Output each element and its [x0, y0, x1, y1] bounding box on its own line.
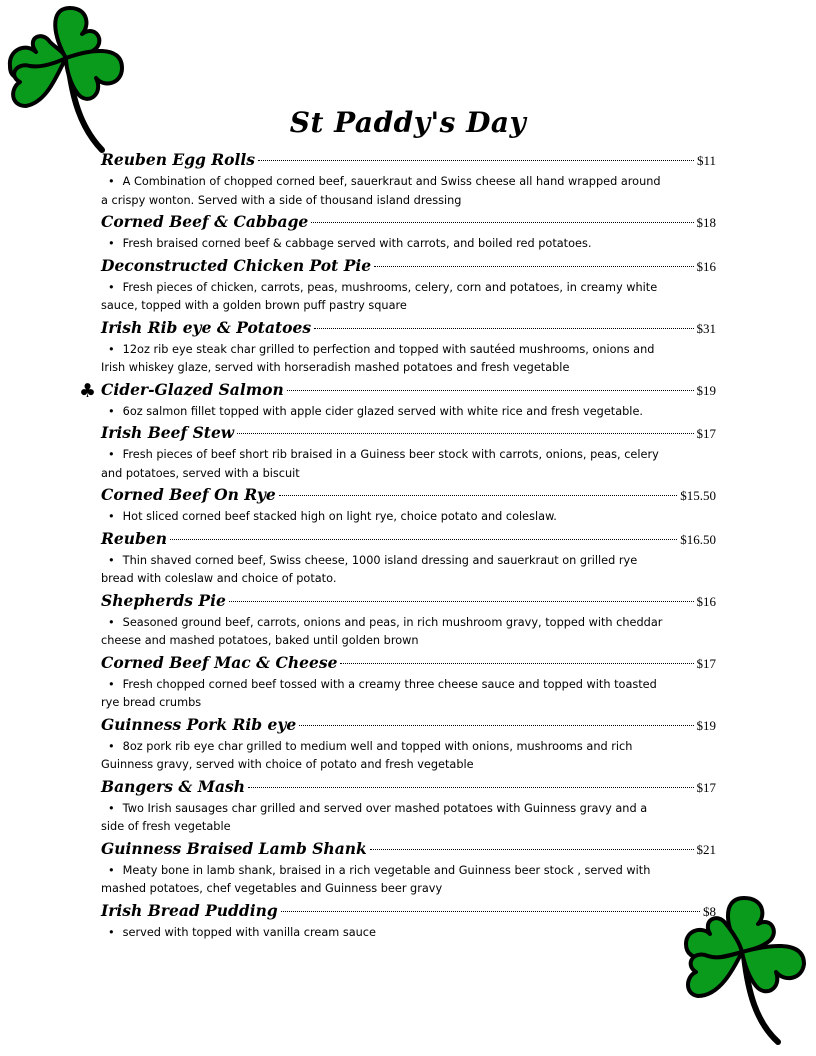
bullet-icon: • — [108, 553, 115, 567]
menu-list — [79, 150, 716, 944]
menu-item-name: Irish Bread Pudding — [101, 900, 278, 920]
menu-item-header — [101, 839, 716, 861]
dot-leader — [248, 787, 694, 788]
menu-item-name: Guinness Braised Lamb Shank — [101, 838, 367, 858]
menu-item-name: Guinness Pork Rib eye — [101, 714, 297, 734]
dot-leader — [237, 433, 693, 434]
menu-item-header — [101, 777, 716, 799]
menu-item — [101, 423, 716, 483]
menu-item-name: Reuben Egg Rolls — [101, 150, 255, 169]
bullet-icon: • — [108, 175, 115, 188]
bullet-icon: • — [108, 677, 115, 691]
bullet-icon: • — [108, 739, 115, 753]
menu-item-description-text: Hot sliced corned beef stacked high on light rye, choice potato and coleslaw. — [122, 510, 557, 523]
menu-item-description — [101, 445, 671, 483]
menu-item-name: Deconstructed Chicken Pot Pie — [101, 255, 372, 275]
menu-item-header — [101, 901, 716, 923]
menu-item-price: $19 — [696, 717, 716, 733]
menu-item — [101, 591, 716, 651]
menu-item-header — [101, 715, 716, 737]
dot-leader — [311, 222, 693, 223]
menu-item-price: $19 — [696, 382, 716, 398]
menu-item-header — [101, 150, 716, 172]
dot-leader — [279, 495, 678, 496]
bullet-icon: • — [108, 615, 115, 629]
menu-item-description — [101, 278, 671, 316]
dot-leader — [229, 601, 694, 602]
page-title: St Paddy's Day — [289, 106, 527, 139]
club-icon: ♣ — [79, 379, 97, 402]
menu-item-description — [101, 923, 671, 943]
menu-item-price: $16 — [696, 258, 716, 274]
menu-item-description-text: Seasoned ground beef, carrots, onions and peas, in rich mushroom gravy, topped with cheddar cheese and mashed potatoes, baked until golden brown — [101, 615, 663, 647]
menu-item-header — [101, 529, 716, 551]
bullet-icon: • — [108, 801, 115, 815]
menu-item-description — [101, 799, 671, 837]
menu-item — [101, 256, 716, 316]
menu-item-header — [101, 485, 716, 507]
bullet-icon: • — [108, 280, 115, 294]
menu-item-description — [101, 675, 671, 713]
menu-item-name: Corned Beef & Cabbage — [101, 212, 309, 231]
menu-item-price: $16 — [696, 593, 716, 609]
menu-item-price: $17 — [696, 779, 716, 795]
dot-leader — [370, 849, 694, 850]
menu-item-description-text: Thin shaved corned beef, Swiss cheese, 1000 island dressing and sauerkraut on grilled rye bread with coleslaw and choice of potato. — [101, 553, 638, 585]
menu-item — [101, 529, 716, 589]
menu-item-header — [101, 653, 716, 675]
menu-item-price: $21 — [696, 841, 716, 857]
menu-item-price: $17 — [696, 655, 716, 671]
menu-item-name: Corned Beef On Rye — [101, 485, 276, 504]
menu-item-description — [101, 340, 671, 378]
menu-item — [101, 653, 716, 713]
menu-item-price: $31 — [696, 320, 716, 336]
bullet-icon: • — [108, 448, 115, 461]
menu-item-price: $11 — [696, 153, 716, 168]
dot-leader — [314, 328, 693, 329]
bullet-icon: • — [108, 863, 115, 877]
menu-item-description-text: 8oz pork rib eye char grilled to medium well and topped with onions, mushrooms and rich Guinness gravy, served with choice of potato and fresh vegetable — [101, 739, 633, 771]
bullet-icon: • — [108, 925, 115, 939]
menu-item — [101, 485, 716, 527]
menu-item-description-text: 12oz rib eye steak char grilled to perfection and topped with sautéed mushrooms, onions and Irish whiskey glaze, served with horseradish mashed potatoes and fresh vegetable — [101, 342, 655, 374]
dot-leader — [299, 725, 693, 726]
menu-item-price: $16.50 — [680, 531, 716, 547]
menu-item-price: $17 — [696, 426, 716, 441]
menu-item-description — [101, 507, 671, 527]
menu-item — [101, 901, 716, 943]
bullet-icon: • — [108, 510, 115, 523]
bullet-icon: • — [108, 342, 115, 356]
menu-item — [101, 318, 716, 378]
menu-item-name: Corned Beef Mac & Cheese — [101, 652, 338, 672]
menu-item — [101, 150, 716, 210]
menu-item-name: Irish Beef Stew — [101, 423, 235, 442]
menu-item-description — [101, 172, 671, 210]
menu-item-description-text: 6oz salmon fillet topped with apple cider glazed served with white rice and fresh vegetable. — [122, 404, 643, 418]
menu-item-name: Irish Rib eye & Potatoes — [101, 317, 312, 337]
menu-item-description — [101, 861, 671, 899]
menu-item-description-text: Meaty bone in lamb shank, braised in a rich vegetable and Guinness beer stock , served with mashed potatoes, chef vegetables and Guinness beer gravy — [101, 863, 651, 895]
menu-item-name: Bangers & Mash — [101, 776, 245, 796]
menu-item-header — [101, 256, 716, 278]
bullet-icon: • — [108, 237, 115, 250]
menu-item-description-text: Fresh pieces of beef short rib braised in a Guiness beer stock with carrots, onions, peas, celery and potatoes, served with a biscuit — [101, 448, 659, 480]
menu-item-description — [101, 402, 671, 422]
menu-item — [101, 212, 716, 254]
dot-leader — [170, 539, 677, 540]
menu-item-header — [101, 318, 716, 340]
menu-item — [101, 777, 716, 837]
dot-leader — [287, 390, 694, 391]
menu-item-price: $18 — [696, 215, 716, 230]
menu-item-description — [101, 737, 671, 775]
dot-leader — [281, 911, 700, 912]
menu-item-description-text: Fresh chopped corned beef tossed with a creamy three cheese sauce and topped with toasted rye bread crumbs — [101, 677, 657, 709]
menu-item-description-text: Two Irish sausages char grilled and served over mashed potatoes with Guinness gravy and a side of fresh vegetable — [101, 801, 648, 833]
menu-item-description — [101, 551, 671, 589]
menu-item-description-text: Fresh braised corned beef & cabbage served with carrots, and boiled red potatoes. — [122, 237, 592, 250]
menu-item-header — [101, 423, 716, 445]
menu-item — [79, 379, 716, 422]
menu-item-description-text: A Combination of chopped corned beef, sauerkraut and Swiss cheese all hand wrapped around a crispy wonton. Served with a side of thousand island dressing — [101, 175, 661, 207]
menu-item-description-text: Fresh pieces of chicken, carrots, peas, mushrooms, celery, corn and potatoes, in creamy white sauce, topped with a golden brown puff pastry square — [101, 280, 658, 312]
menu-item — [101, 715, 716, 775]
menu-item-header — [101, 591, 716, 613]
menu-item-header — [101, 212, 716, 234]
menu-item-description-text: served with topped with vanilla cream sauce — [122, 925, 376, 939]
menu-item-price: $8 — [703, 903, 716, 919]
bullet-icon: • — [108, 404, 115, 418]
menu-item-price: $15.50 — [680, 488, 716, 503]
dot-leader — [374, 266, 693, 267]
dot-leader — [258, 160, 694, 161]
menu-item-description — [101, 234, 671, 254]
menu-item-name: Cider-Glazed Salmon — [101, 379, 284, 399]
menu-item-name: Shepherds Pie — [101, 590, 226, 610]
menu-item-header — [101, 380, 716, 402]
dot-leader — [340, 663, 693, 664]
menu-item — [101, 839, 716, 899]
menu-item-name: Reuben — [101, 528, 167, 548]
menu-item-description — [101, 613, 671, 651]
